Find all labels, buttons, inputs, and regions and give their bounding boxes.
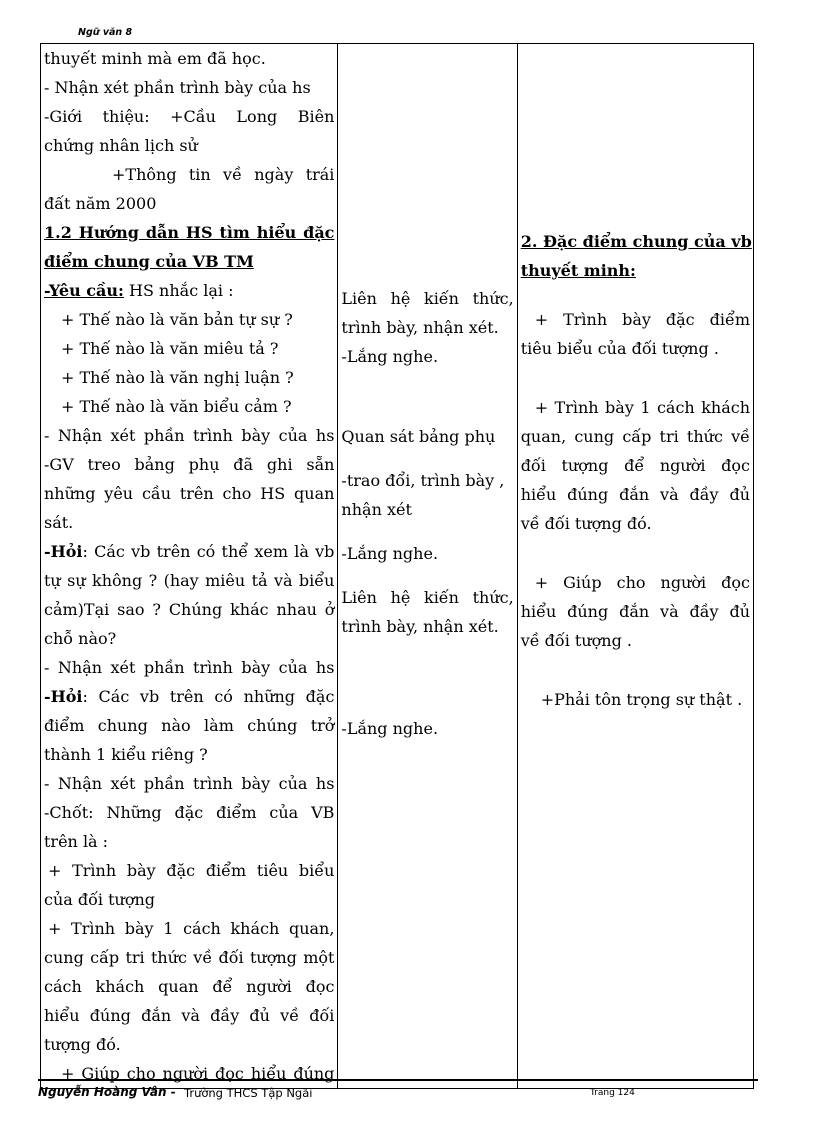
text-line: chỗ nào? — [44, 629, 117, 648]
text-line: tiêu biểu của đối tượng . — [520, 339, 719, 358]
text-line: về đối tượng . — [520, 631, 632, 650]
text-line: + Thế nào là văn miêu tả ? — [61, 339, 279, 358]
text-line: chứng nhân lịch sử — [44, 136, 198, 155]
requirement-text: HS nhắc lại : — [129, 281, 234, 300]
teacher-activity-column — [41, 44, 338, 1089]
separator: - — [166, 1085, 176, 1099]
text-line: -Lắng nghe. — [341, 719, 439, 738]
text-line — [44, 276, 334, 305]
text-line: + Trình bày đặc điểm — [534, 310, 750, 329]
text-line: +Thông tin về ngày trái — [112, 165, 335, 184]
text-line: + Giúp cho người đọc — [534, 573, 750, 592]
text-line: -trao đổi, trình bày , — [341, 471, 505, 490]
text-line: cảm)Tại sao ? Chúng khác nhau ở — [44, 600, 335, 619]
question-text: : Các vb trên có thể xem là vb — [82, 542, 335, 561]
footer-rule — [38, 1079, 758, 1081]
text-line: đất năm 2000 — [44, 194, 157, 213]
text-line: tự sự không ? (hay miêu tả và biểu — [44, 571, 335, 590]
question-label: -Hỏi — [44, 687, 83, 706]
question-label: -Hỏi — [44, 542, 83, 561]
text-line: hiểu đúng đắn và đầy đủ — [520, 485, 750, 504]
requirement-label: -Yêu cầu: — [44, 281, 124, 300]
text-line: những yêu cầu trên cho HS quan — [44, 484, 335, 503]
lesson-table — [40, 43, 754, 1089]
text-line: về đối tượng đó. — [520, 514, 652, 533]
text-line: cách khách quan để người đọc — [44, 977, 335, 996]
text-line: + Trình bày đặc điểm tiêu biểu — [48, 861, 335, 880]
text-line: Liên hệ kiến thức, — [341, 588, 514, 607]
text-line: cung cấp tri thức về đối tượng một — [44, 948, 335, 967]
subject-header: Ngữ văn 8 — [78, 27, 133, 38]
text-line — [44, 537, 334, 566]
text-line: đối tượng để người đọc — [520, 456, 750, 475]
text-line: hiểu đúng đắn và đầy đủ về đối — [44, 1006, 335, 1025]
content-column — [517, 44, 753, 1089]
text-line: điểm chung nào làm chúng trở — [44, 716, 335, 735]
text-line: sát. — [44, 513, 74, 532]
section-heading: thuyết minh: — [520, 261, 636, 280]
text-line: + Thế nào là văn nghị luận ? — [61, 368, 294, 387]
footer-author — [38, 1085, 176, 1099]
section-heading: điểm chung của VB TM — [44, 252, 254, 271]
text-line: trên là : — [44, 832, 109, 851]
text-line: -Lắng nghe. — [341, 347, 439, 366]
text-line: + Trình bày 1 cách khách quan, — [48, 919, 335, 938]
text-line: -Giới thiệu: +Cầu Long Biên — [44, 107, 335, 126]
footer-school: Trường THCS Tập Ngãi — [184, 1086, 313, 1100]
text-line: quan, cung cấp tri thức về — [520, 427, 750, 446]
text-line: thuyết minh mà em đã học. — [44, 49, 266, 68]
text-line: - Nhận xét phần trình bày của hs — [44, 658, 335, 677]
text-line: + Trình bày 1 cách khách — [534, 398, 750, 417]
text-line: + Thế nào là văn biểu cảm ? — [61, 397, 292, 416]
text-line: - Nhận xét phần trình bày của hs — [44, 78, 311, 97]
text-line: trình bày, nhận xét. — [341, 318, 499, 337]
text-line: - Nhận xét phần trình bày của hs — [44, 426, 335, 445]
text-line: + Giúp cho người đọc hiểu đúng — [61, 1064, 335, 1083]
text-line: Liên hệ kiến thức, — [341, 289, 514, 308]
text-line: trình bày, nhận xét. — [341, 617, 499, 636]
page-number: Trang 124 — [590, 1088, 635, 1098]
text-line: thành 1 kiểu riêng ? — [44, 745, 208, 764]
text-line: +Phải tôn trọng sự thật . — [540, 690, 743, 709]
question-text: : Các vb trên có những đặc — [82, 687, 335, 706]
text-line: -Chốt: Những đặc điểm của VB — [44, 803, 335, 822]
text-line: Quan sát bảng phụ — [341, 427, 496, 446]
author-name: Nguyễn Hoàng Vân — [38, 1085, 167, 1099]
section-heading: 1.2 Hướng dẫn HS tìm hiểu đặc — [44, 223, 335, 242]
text-line: -GV treo bảng phụ đã ghi sẵn — [44, 455, 335, 474]
section-heading: 2. Đặc điểm chung của vb — [520, 232, 752, 251]
text-line: của đối tượng — [44, 890, 156, 909]
text-line: nhận xét — [341, 500, 412, 519]
student-activity-column — [338, 44, 517, 1089]
text-line: tượng đó. — [44, 1035, 121, 1054]
text-line — [44, 682, 334, 711]
text-line: - Nhận xét phần trình bày của hs — [44, 774, 335, 793]
text-line: + Thế nào là văn bản tự sự ? — [61, 310, 293, 329]
text-line: -Lắng nghe. — [341, 544, 439, 563]
text-line: hiểu đúng đắn và đầy đủ — [520, 602, 750, 621]
